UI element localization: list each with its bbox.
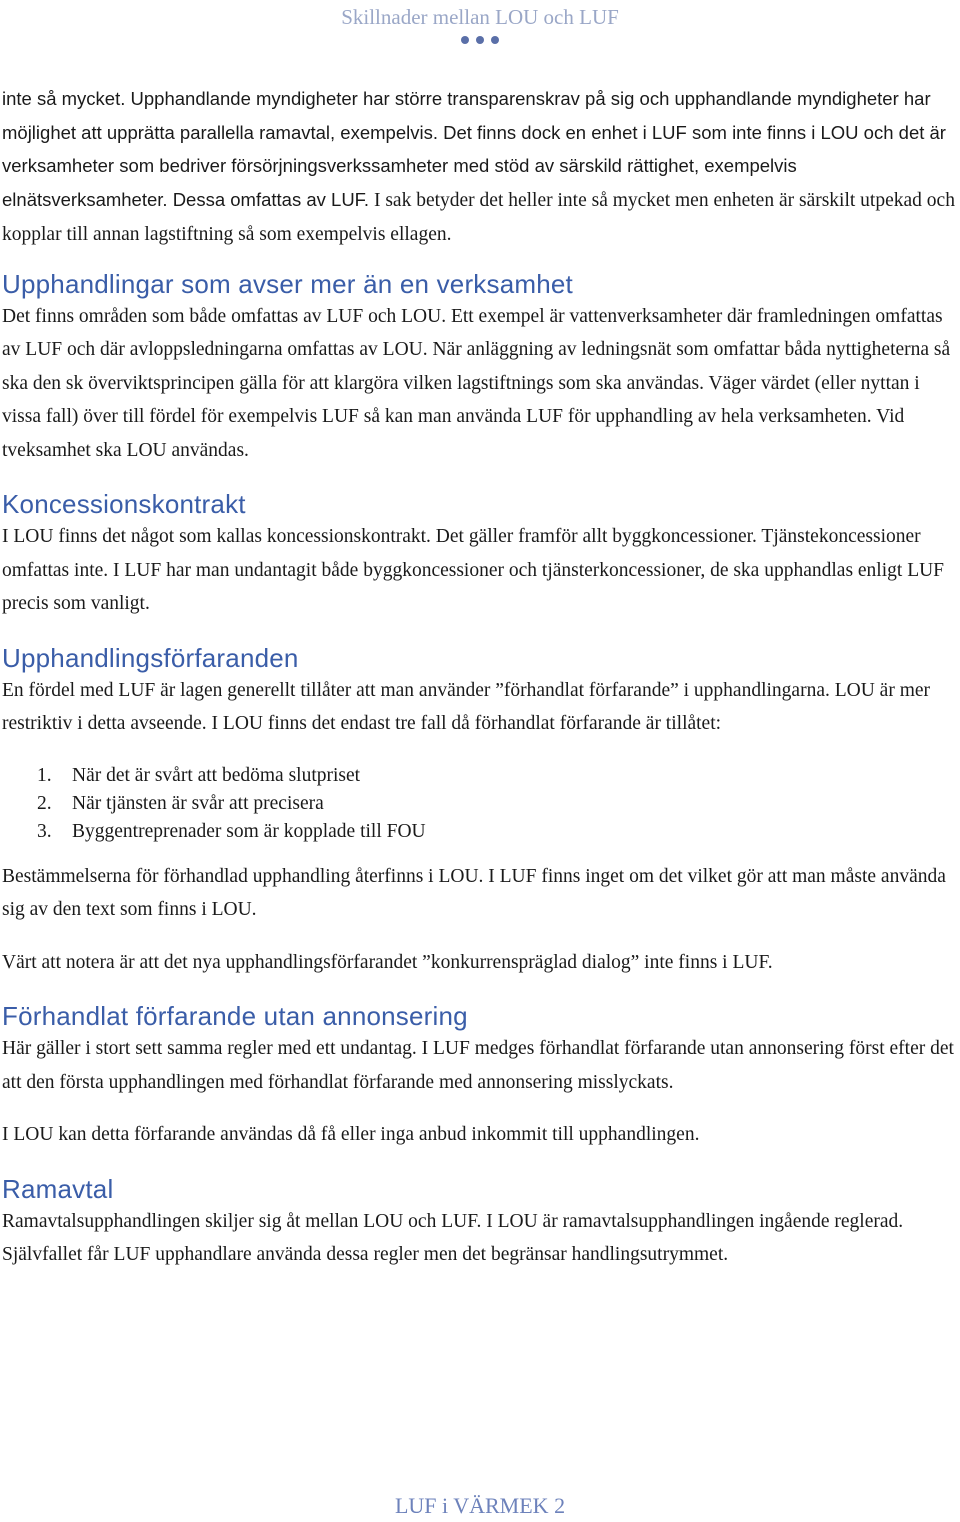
numbered-list xyxy=(2,762,958,846)
section-paragraph: I LOU finns det något som kallas koncessionskontrakt. Det gäller framför allt byggkoncessioner. Tjänstekoncessioner omfattas inte. I LUF har man undantagit både byggkoncessioner och tjänsterkoncessioner, de ska upphandlas enligt LUF precis som vanligt. xyxy=(2,526,945,614)
section-paragraph: Värt att notera är att det nya upphandlingsförfarandet ”konkurrenspräglad dialog” inte finns i LUF. xyxy=(2,951,773,973)
section-paragraph: Ramavtalsupphandlingen skiljer sig åt mellan LOU och LUF. I LOU är ramavtalsupphandlingen ingående reglerad. Självfallet får LUF upphandlare använda dessa regler men det begränsar handlingsutrymmet. xyxy=(2,1210,904,1265)
header-title: Skillnader mellan LOU och LUF xyxy=(341,5,619,29)
document-body xyxy=(2,82,958,1272)
section-paragraph: Här gäller i stort sett samma regler med ett undantag. I LUF medges förhandlat förfarande utan annonsering först efter det att den första upphandlingen med förhandlat förfarande med annonsering misslyckats. xyxy=(2,1038,954,1093)
list-item: 3. Byggentreprenader som är kopplade till FOU xyxy=(37,820,426,842)
dot-icon xyxy=(461,36,469,44)
footer-text: LUF i VÄRMEK xyxy=(394,1493,549,1518)
section-heading-upphandlingsforfaranden: Upphandlingsförfaranden xyxy=(2,642,299,673)
dot-icon xyxy=(476,36,484,44)
list-item: 1. När det är svårt att bedöma slutpriset xyxy=(37,764,361,786)
section-paragraph: En fördel med LUF är lagen generellt tillåter att man använder ”förhandlat förfarande” i upphandlingarna. LOU är mer restriktiv i detta avseende. I LOU finns det endast tre fall då förhandlat förfarande är tillåtet: xyxy=(2,679,931,734)
section-paragraph: Bestämmelserna för förhandlad upphandling återfinns i LOU. I LUF finns inget om det vilket gör att man måste använda sig av den text som finns i LOU. xyxy=(2,865,946,920)
header-dots-ornament xyxy=(0,36,960,46)
section-paragraph: I LOU kan detta förfarande användas då få eller inga anbud inkommit till upphandlingen. xyxy=(2,1124,700,1145)
intro-paragraph xyxy=(2,82,958,252)
section-heading-verksamhet: Upphandlingar som avser mer än en verksamhet xyxy=(2,268,573,299)
page-header xyxy=(0,4,960,46)
list-item: 2. När tjänsten är svår att precisera xyxy=(37,792,324,814)
intro-sans-text: inte så mycket. Upphandlande myndigheter har större transparenskrav på sig och upphandlande myndigheter har möjlighet att upprätta parallella ramavtal, exempelvis. Det finns dock en enhet i LUF som inte finns i LOU och det är verksamheter som bedriver försörjningsverkssamheter med stöd av särskild rättighet, exempelvis elnätsverksamheter. Dessa omfattas av LUF. xyxy=(2,88,946,210)
intro-serif-text: I sak betyder det heller inte så mycket men enheten är särskilt utpekad och kopplar till annan lagstiftning så som exempelvis ellagen. xyxy=(2,189,955,245)
page-number: 2 xyxy=(554,1493,566,1518)
section-heading-koncessionskontrakt: Koncessionskontrakt xyxy=(2,489,246,519)
page-footer xyxy=(0,1493,960,1519)
dot-icon xyxy=(491,36,499,44)
section-heading-ramavtal: Ramavtal xyxy=(2,1173,114,1204)
section-paragraph: Det finns områden som både omfattas av LUF och LOU. Ett exempel är vattenverksamheter där framledningen omfattas av LUF och där avloppsledningarna omfattas av LOU. När anläggning av ledningsnät som omfattar båda nyttigheterna så ska den sk överviktsprincipen gälla för att klargöra vilken lagstiftnings som ska användas. Väger värdet (eller nyttan i vissa fall) över till fördel för exempelvis LUF så kan man använda LUF för upphandling av hela verksamheten. Vid tveksamhet ska LOU användas. xyxy=(2,305,951,461)
section-heading-forhandlat-utan-annonsering: Förhandlat förfarande utan annonsering xyxy=(2,1001,468,1031)
